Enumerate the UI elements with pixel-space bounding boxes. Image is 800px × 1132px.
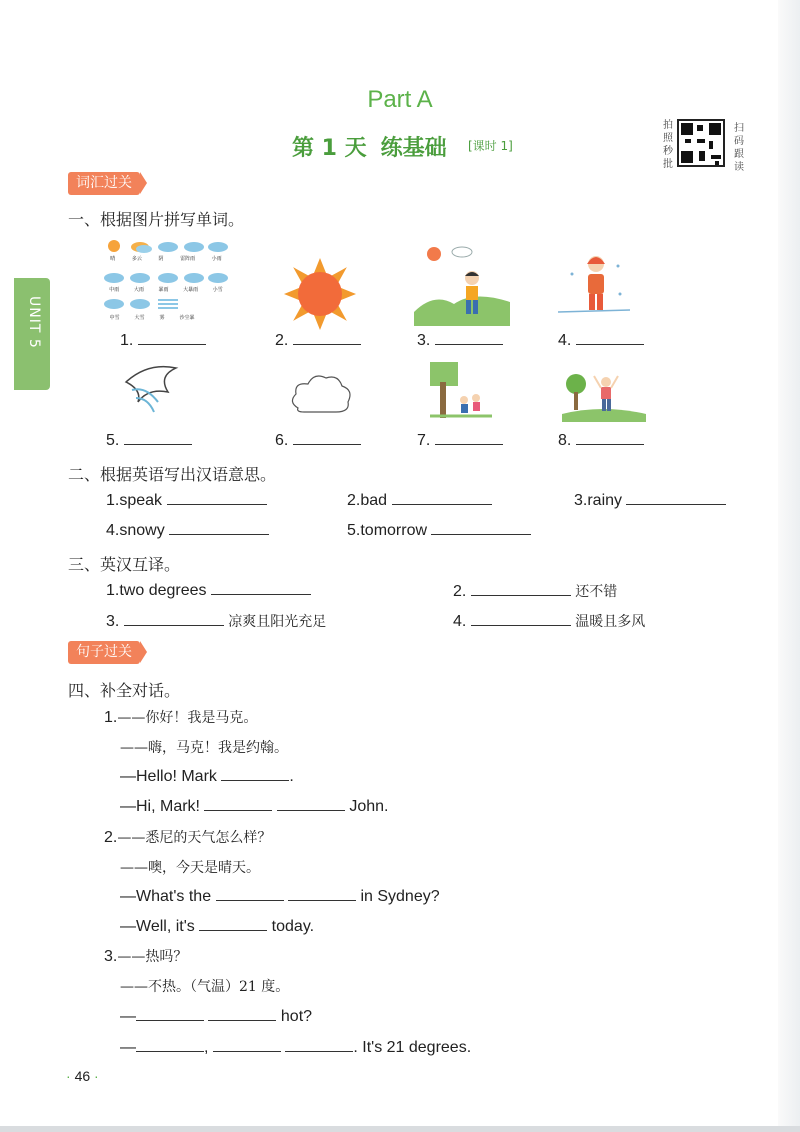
item-word: rainy bbox=[587, 492, 623, 509]
chart-word: 雾 bbox=[159, 315, 165, 321]
answer-blank[interactable] bbox=[138, 331, 206, 345]
chart-word: 多云 bbox=[131, 256, 142, 262]
item-number: 2. bbox=[275, 332, 289, 349]
chart-word: 晴 bbox=[110, 256, 116, 262]
en-text: , bbox=[204, 1039, 209, 1056]
item-number: 3. bbox=[417, 332, 431, 349]
answer-blank[interactable] bbox=[576, 331, 644, 345]
answer-blank[interactable] bbox=[204, 797, 272, 811]
picture-item-4 bbox=[558, 331, 644, 350]
dialogue2-en-line2 bbox=[120, 917, 314, 936]
translate-item-4 bbox=[106, 521, 269, 540]
picture-item-2 bbox=[275, 331, 361, 350]
translate-item-1 bbox=[106, 491, 267, 510]
en-text: John. bbox=[349, 798, 389, 815]
answer-blank[interactable] bbox=[169, 521, 269, 535]
dialogue3-cn-line2: ——不热。（气温）21 度。 bbox=[120, 979, 290, 995]
cloud-image bbox=[288, 372, 354, 418]
chart-word: 中雨 bbox=[109, 287, 120, 293]
translate-item-2 bbox=[347, 491, 492, 510]
answer-blank[interactable] bbox=[435, 331, 503, 345]
item-number: 7. bbox=[417, 432, 431, 449]
day-number: 第 1 天 bbox=[292, 136, 367, 161]
item-number: 5. bbox=[106, 432, 120, 449]
answer-blank[interactable] bbox=[136, 1038, 204, 1052]
page-number: · 46 · bbox=[66, 1068, 99, 1084]
weather-symbols-icon bbox=[102, 236, 230, 324]
item-word: bad bbox=[360, 492, 388, 509]
en-text: in Sydney? bbox=[360, 888, 440, 905]
tree-kids-image bbox=[430, 362, 492, 420]
item-word: snowy bbox=[119, 522, 165, 539]
item-number: 1. bbox=[120, 332, 134, 349]
item-number: 2. bbox=[347, 492, 361, 509]
section1-heading: 一、根据图片拼写单词。 bbox=[68, 210, 245, 229]
en-text: — bbox=[120, 1008, 136, 1025]
unit-side-tab bbox=[14, 278, 50, 390]
chart-word: 阴 bbox=[158, 256, 164, 262]
chart-word: 雷阵雨 bbox=[180, 256, 196, 262]
item-number: 3. bbox=[106, 613, 120, 630]
snowy-girl-image bbox=[558, 244, 630, 328]
item-text: 温暖且多风 bbox=[575, 614, 646, 630]
dialogue1-cn-line2: ——嗨，马克！我是约翰。 bbox=[120, 740, 288, 756]
dialogue3-en-line2 bbox=[120, 1038, 471, 1057]
mutual-translate-item-4 bbox=[453, 611, 645, 631]
answer-blank[interactable] bbox=[576, 431, 644, 445]
chart-word: 小雨 bbox=[211, 256, 222, 262]
chart-word: 大雨 bbox=[133, 287, 144, 293]
item-number: 6. bbox=[275, 432, 289, 449]
chart-word: 中雪 bbox=[109, 315, 120, 321]
answer-blank[interactable] bbox=[208, 1007, 276, 1021]
picture-item-6 bbox=[275, 431, 361, 450]
en-text: . It's 21 degrees. bbox=[353, 1039, 472, 1056]
en-text: today. bbox=[271, 918, 315, 935]
unit-tab-label: UNIT 5 bbox=[26, 296, 42, 349]
item-number: 1. bbox=[106, 582, 120, 599]
answer-blank[interactable] bbox=[435, 431, 503, 445]
item-text: two degrees bbox=[119, 582, 207, 599]
answer-blank[interactable] bbox=[288, 887, 356, 901]
chart-word: 暴雨 bbox=[158, 287, 169, 293]
answer-blank[interactable] bbox=[124, 612, 224, 626]
qr-left-label: 拍照秒批 bbox=[663, 120, 673, 170]
answer-blank[interactable] bbox=[392, 491, 492, 505]
mutual-translate-item-2 bbox=[453, 581, 617, 601]
day-subtitle: 练基础 bbox=[380, 136, 447, 161]
cn-text: ——热吗？ bbox=[117, 949, 188, 965]
answer-blank[interactable] bbox=[293, 331, 361, 345]
answer-blank[interactable] bbox=[213, 1038, 281, 1052]
dialogue1-cn-line1 bbox=[104, 707, 257, 727]
item-number: 8. bbox=[558, 432, 572, 449]
picture-item-3 bbox=[417, 331, 503, 350]
en-text: . bbox=[289, 768, 294, 785]
section2-heading: 二、根据英语写出汉语意思。 bbox=[68, 465, 277, 484]
sun-image bbox=[288, 262, 352, 326]
answer-blank[interactable] bbox=[431, 521, 531, 535]
answer-blank[interactable] bbox=[285, 1038, 353, 1052]
answer-blank[interactable] bbox=[216, 887, 284, 901]
cn-text: ——悉尼的天气怎么样？ bbox=[117, 830, 272, 846]
chart-word: 小雪 bbox=[212, 287, 223, 293]
wind-image bbox=[118, 362, 186, 422]
answer-blank[interactable] bbox=[293, 431, 361, 445]
qr-right-label: 扫码跟读 bbox=[734, 123, 744, 173]
item-number: 2. bbox=[453, 583, 467, 600]
item-word: speak bbox=[119, 492, 163, 509]
answer-blank[interactable] bbox=[221, 767, 289, 781]
item-number: 3. bbox=[574, 492, 588, 509]
item-number: 1. bbox=[106, 492, 120, 509]
dialogue2-en-line1 bbox=[120, 887, 440, 906]
translate-item-5 bbox=[347, 521, 531, 540]
dialogue1-en-line1 bbox=[120, 767, 294, 786]
dialogue2-cn-line2: ——噢，今天是晴天。 bbox=[120, 860, 260, 876]
item-number: 1. bbox=[104, 709, 118, 726]
dialogue3-cn-line1 bbox=[104, 946, 187, 966]
picture-item-7 bbox=[417, 431, 503, 450]
item-number: 2. bbox=[104, 829, 118, 846]
item-text: 凉爽且阳光充足 bbox=[228, 614, 327, 630]
answer-blank[interactable] bbox=[626, 491, 726, 505]
answer-blank[interactable] bbox=[471, 582, 571, 596]
sentence-banner: 句子过关 bbox=[68, 641, 140, 664]
item-number: 4. bbox=[106, 522, 120, 539]
picture-item-5 bbox=[106, 431, 192, 450]
part-title: Part A bbox=[367, 86, 433, 113]
cn-text: ——你好！我是马克。 bbox=[117, 710, 258, 726]
page-number-value: 46 bbox=[74, 1068, 91, 1084]
en-text: —Well, it's bbox=[120, 918, 195, 935]
dialogue1-en-line2 bbox=[120, 797, 389, 816]
chart-row3-labels bbox=[102, 314, 202, 321]
item-number: 3. bbox=[104, 948, 118, 965]
sunny-park-boy-image bbox=[414, 242, 510, 326]
en-text: —What's the bbox=[120, 888, 212, 905]
mutual-translate-item-1 bbox=[106, 581, 311, 600]
item-text: 还不错 bbox=[575, 584, 618, 600]
lesson-tag: [课时 1] bbox=[468, 139, 513, 153]
item-number: 5. bbox=[347, 522, 361, 539]
weather-symbol-chart-image bbox=[102, 236, 230, 324]
answer-blank[interactable] bbox=[124, 431, 192, 445]
chart-word: 沙尘暴 bbox=[179, 315, 195, 321]
chart-row1-labels bbox=[102, 255, 230, 262]
answer-blank[interactable] bbox=[136, 1007, 204, 1021]
en-text: —Hi, Mark! bbox=[120, 798, 200, 815]
en-text: —Hello! Mark bbox=[120, 768, 217, 785]
en-text: — bbox=[120, 1039, 136, 1056]
item-number: 4. bbox=[558, 332, 572, 349]
day-title bbox=[292, 131, 447, 162]
dialogue2-cn-line1 bbox=[104, 827, 271, 847]
picture-item-1 bbox=[120, 331, 206, 350]
answer-blank[interactable] bbox=[277, 797, 345, 811]
qr-code-icon[interactable] bbox=[677, 119, 725, 167]
page-bottom-edge bbox=[0, 1126, 800, 1132]
picture-item-8 bbox=[558, 431, 644, 450]
en-text: hot? bbox=[280, 1008, 313, 1025]
chart-row2-labels bbox=[102, 286, 230, 293]
dialogue3-en-line1 bbox=[120, 1007, 312, 1026]
answer-blank[interactable] bbox=[211, 581, 311, 595]
park-girl-image bbox=[562, 370, 646, 422]
translate-item-3 bbox=[574, 491, 726, 510]
chart-word: 大暴雨 bbox=[183, 287, 199, 293]
page-edge-shadow bbox=[778, 0, 800, 1132]
vocab-banner: 词汇过关 bbox=[68, 172, 140, 195]
answer-blank[interactable] bbox=[471, 612, 571, 626]
chart-word: 大雪 bbox=[134, 315, 145, 321]
answer-blank[interactable] bbox=[167, 491, 267, 505]
section3-heading: 三、英汉互译。 bbox=[68, 555, 181, 574]
section4-heading: 四、补全对话。 bbox=[68, 681, 181, 700]
answer-blank[interactable] bbox=[199, 917, 267, 931]
item-word: tomorrow bbox=[360, 522, 428, 539]
item-number: 4. bbox=[453, 613, 467, 630]
mutual-translate-item-3 bbox=[106, 611, 326, 631]
